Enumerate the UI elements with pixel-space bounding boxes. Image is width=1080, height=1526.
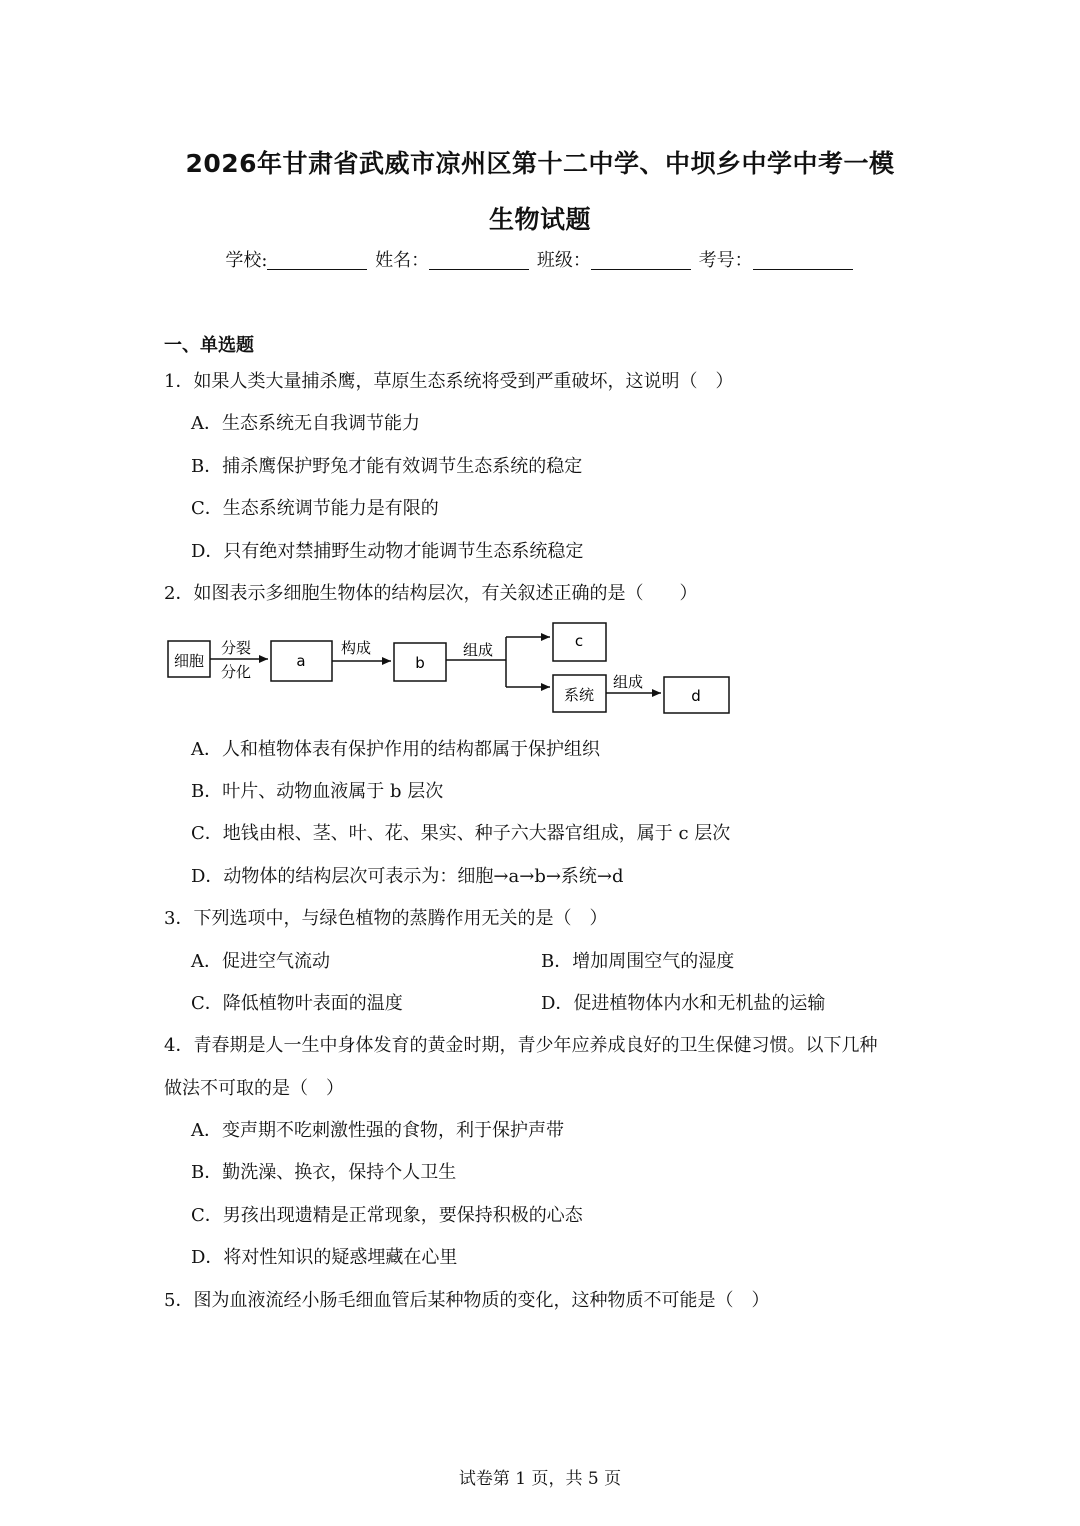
question-2-option-a: A．人和植物体表有保护作用的结构都属于保护组织	[191, 739, 600, 760]
question-4-option-c: C．男孩出现遗精是正常现象，要保持积极的心态	[191, 1205, 583, 1226]
exam-title-line1: 2026年甘肃省武威市凉州区第十二中学、中坝乡中学中考一模	[185, 149, 895, 178]
question-3-option-b: B．增加周围空气的湿度	[541, 951, 735, 972]
name-label: 姓名：	[375, 250, 430, 271]
school-label: 学校:	[225, 250, 268, 271]
question-1-stem: 1．如果人类大量捕杀鹰，草原生态系统将受到严重破坏，这说明（ ）	[164, 371, 734, 392]
question-4-option-a: A．变声期不吃刺激性强的食物，利于保护声带	[191, 1120, 564, 1141]
box-a-label: a	[296, 652, 306, 670]
question-3-option-c: C．降低植物叶表面的温度	[191, 993, 403, 1014]
structure-levels-diagram	[160, 615, 750, 720]
question-2-option-b: B．叶片、动物血液属于 b 层次	[191, 781, 444, 802]
name-blank[interactable]	[429, 249, 529, 270]
question-3-option-a: A．促进空气流动	[191, 951, 330, 972]
box-b-label: b	[415, 654, 425, 672]
box-c-label: c	[574, 632, 584, 650]
question-4-option-b: B．勤洗澡、换衣，保持个人卫生	[191, 1162, 457, 1183]
compose-label-2: 组成	[612, 673, 644, 691]
question-1-option-a: A．生态系统无自我调节能力	[191, 413, 420, 434]
student-info-row	[0, 246, 1080, 272]
question-3-option-d: D．促进植物体内水和无机盐的运输	[541, 993, 826, 1014]
question-4-option-d: D．将对性知识的疑惑埋藏在心里	[191, 1247, 458, 1268]
question-1-option-c: C．生态系统调节能力是有限的	[191, 498, 439, 519]
constitute-label: 构成	[340, 639, 372, 657]
page-footer: 试卷第 1 页，共 5 页	[458, 1469, 622, 1489]
class-blank[interactable]	[591, 249, 691, 270]
question-2-option-d: D．动物体的结构层次可表示为：细胞→a→b→系统→d	[191, 866, 624, 887]
compose-label-1: 组成	[462, 641, 494, 659]
question-5-stem: 5．图为血液流经小肠毛细血管后某种物质的变化，这种物质不可能是（ ）	[164, 1290, 770, 1311]
box-system-label: 系统	[563, 686, 595, 704]
section-title: 一、单选题	[164, 335, 254, 356]
question-1-option-d: D．只有绝对禁捕野生动物才能调节生态系统稳定	[191, 541, 584, 562]
class-label: 班级：	[536, 250, 591, 271]
question-3-stem: 3．下列选项中，与绿色植物的蒸腾作用无关的是（ ）	[164, 908, 608, 929]
cell-label: 细胞	[173, 652, 205, 670]
box-d-label: d	[691, 687, 701, 705]
school-blank[interactable]	[267, 249, 367, 270]
divide-label: 分裂	[220, 639, 252, 657]
question-1-option-b: B．捕杀鹰保护野兔才能有效调节生态系统的稳定	[191, 456, 583, 477]
question-4-stem-line1: 4．青春期是人一生中身体发育的黄金时期，青少年应养成良好的卫生保健习惯。以下几种	[164, 1035, 878, 1056]
question-2-stem: 2．如图表示多细胞生物体的结构层次，有关叙述正确的是（ ）	[164, 583, 698, 604]
question-2-option-c: C．地钱由根、茎、叶、花、果实、种子六大器官组成，属于 c 层次	[191, 823, 731, 844]
exam-number-label: 考号：	[698, 250, 753, 271]
exam-title-line2: 生物试题	[488, 205, 591, 234]
question-4-stem-line2: 做法不可取的是（ ）	[164, 1078, 344, 1099]
differentiate-label: 分化	[220, 663, 252, 681]
exam-number-blank[interactable]	[753, 249, 853, 270]
